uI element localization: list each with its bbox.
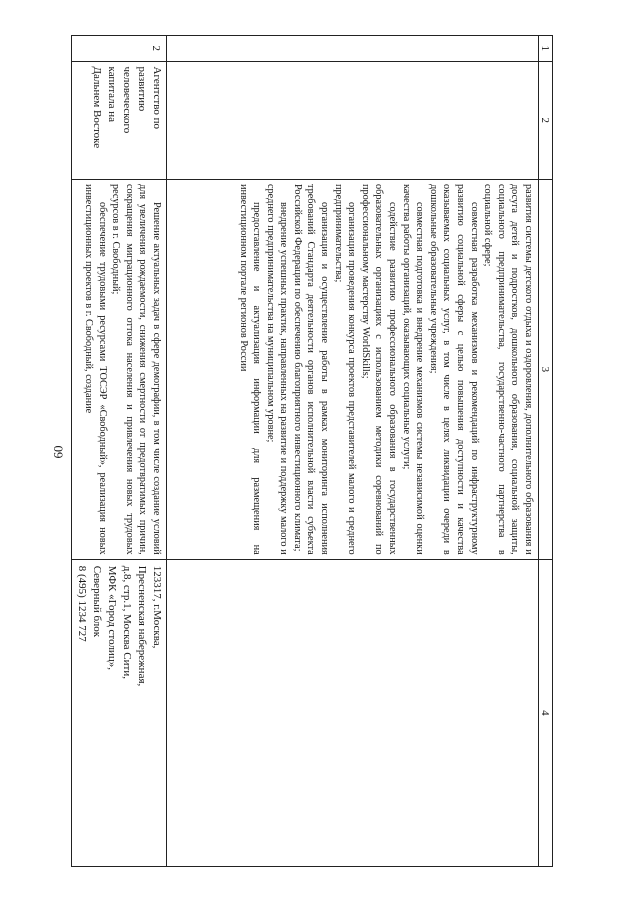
paragraph: предоставление и актуализация информации для размещения на инвестиционном портале регионов России — [237, 183, 263, 555]
row2-number-cell: 2 — [72, 36, 167, 62]
address-line: Пресненская набережная, — [136, 565, 148, 687]
address-line: 123317, г.Москва, — [151, 565, 163, 649]
address-line: Северный блок — [91, 565, 103, 638]
header-cell-1: 1 — [539, 36, 553, 62]
row1-number-cell — [167, 36, 539, 62]
row1-agency-cell — [167, 61, 539, 179]
header-cell-4: 4 — [539, 559, 553, 866]
agency-line: Агентство по развитию — [136, 66, 163, 129]
agency-line: Дальнем Востоке — [91, 66, 103, 149]
header-cell-3: 3 — [539, 179, 553, 559]
table-row — [72, 36, 167, 867]
row1-contact-cell — [167, 559, 539, 866]
paragraph: организация проведения конкурса проектов представителей малого и среднего предпринимательства; — [332, 183, 358, 555]
row2-description-cell — [72, 179, 167, 559]
address-line: д.8, стр.1, Москва Сити, — [121, 565, 133, 679]
row2-contact-cell — [72, 559, 167, 866]
rotated-table-container — [76, 35, 553, 867]
row2-agency-cell — [72, 61, 167, 179]
page-number: 60 — [50, 445, 66, 459]
paragraph: организация и осуществление работы в рамках мониторинга исполнения требований Стандарта деятельности органов исполнительной власти субъекта Российской Федерации по обеспечению благоприятного инвестиционного климата; — [291, 183, 331, 555]
agency-line: человеческого капитала на — [106, 66, 133, 134]
paragraph: развития системы детского отдыха и оздоровления, дополнительного образования и досуга детей и подростков, дошкольного образования, социальной защиты, социального предпринимательства, государственно-частного партнерства в социальной сфере; — [482, 183, 534, 555]
row1-description-cell — [167, 179, 539, 559]
phone-line: 8 (495) 1234 727 — [76, 565, 88, 642]
document-table — [71, 35, 553, 867]
paragraph: совместная подготовка и внедрение механизмов системы независимой оценки качества работы организаций, оказывающих социальные услуги; — [400, 183, 426, 555]
table-header-row — [539, 36, 553, 867]
header-cell-2: 2 — [539, 61, 553, 179]
table-row — [167, 36, 539, 867]
paragraph: совместная разработка механизмов и рекомендаций по инфраструктурному развитию социальной сферы с целью повышения доступности и качества оказываемых социальных услуг, в том числе в целях ликвидации очереди в дошкольные образовательные учреждения; — [427, 183, 480, 555]
address-line: МФК «Город столиц», — [106, 565, 118, 670]
paragraph: обеспечение трудовыми ресурсами ТОСЭР «Свободный», реализация новых инвестиционных проектов в г. Свободный, создание — [83, 183, 108, 555]
paragraph: содействие развитию профессионального образования в государственных образовательных организациях с использованием методики соревнований по профессиональному мастерству WorldSkills; — [359, 183, 399, 555]
paragraph: внедрение успешных практик, направленных на развитие и поддержку малого и среднего предпринимательства на муниципальном уровне; — [264, 183, 290, 555]
paragraph: Решение актуальных задач в сфере демографии, в том числе создание условий для увеличения рождаемости, снижения смертности от предотвратимых причин, сокращения миграционного оттока населения и привлечения новых трудовых ресурсов в г. Свободный; — [110, 183, 162, 555]
